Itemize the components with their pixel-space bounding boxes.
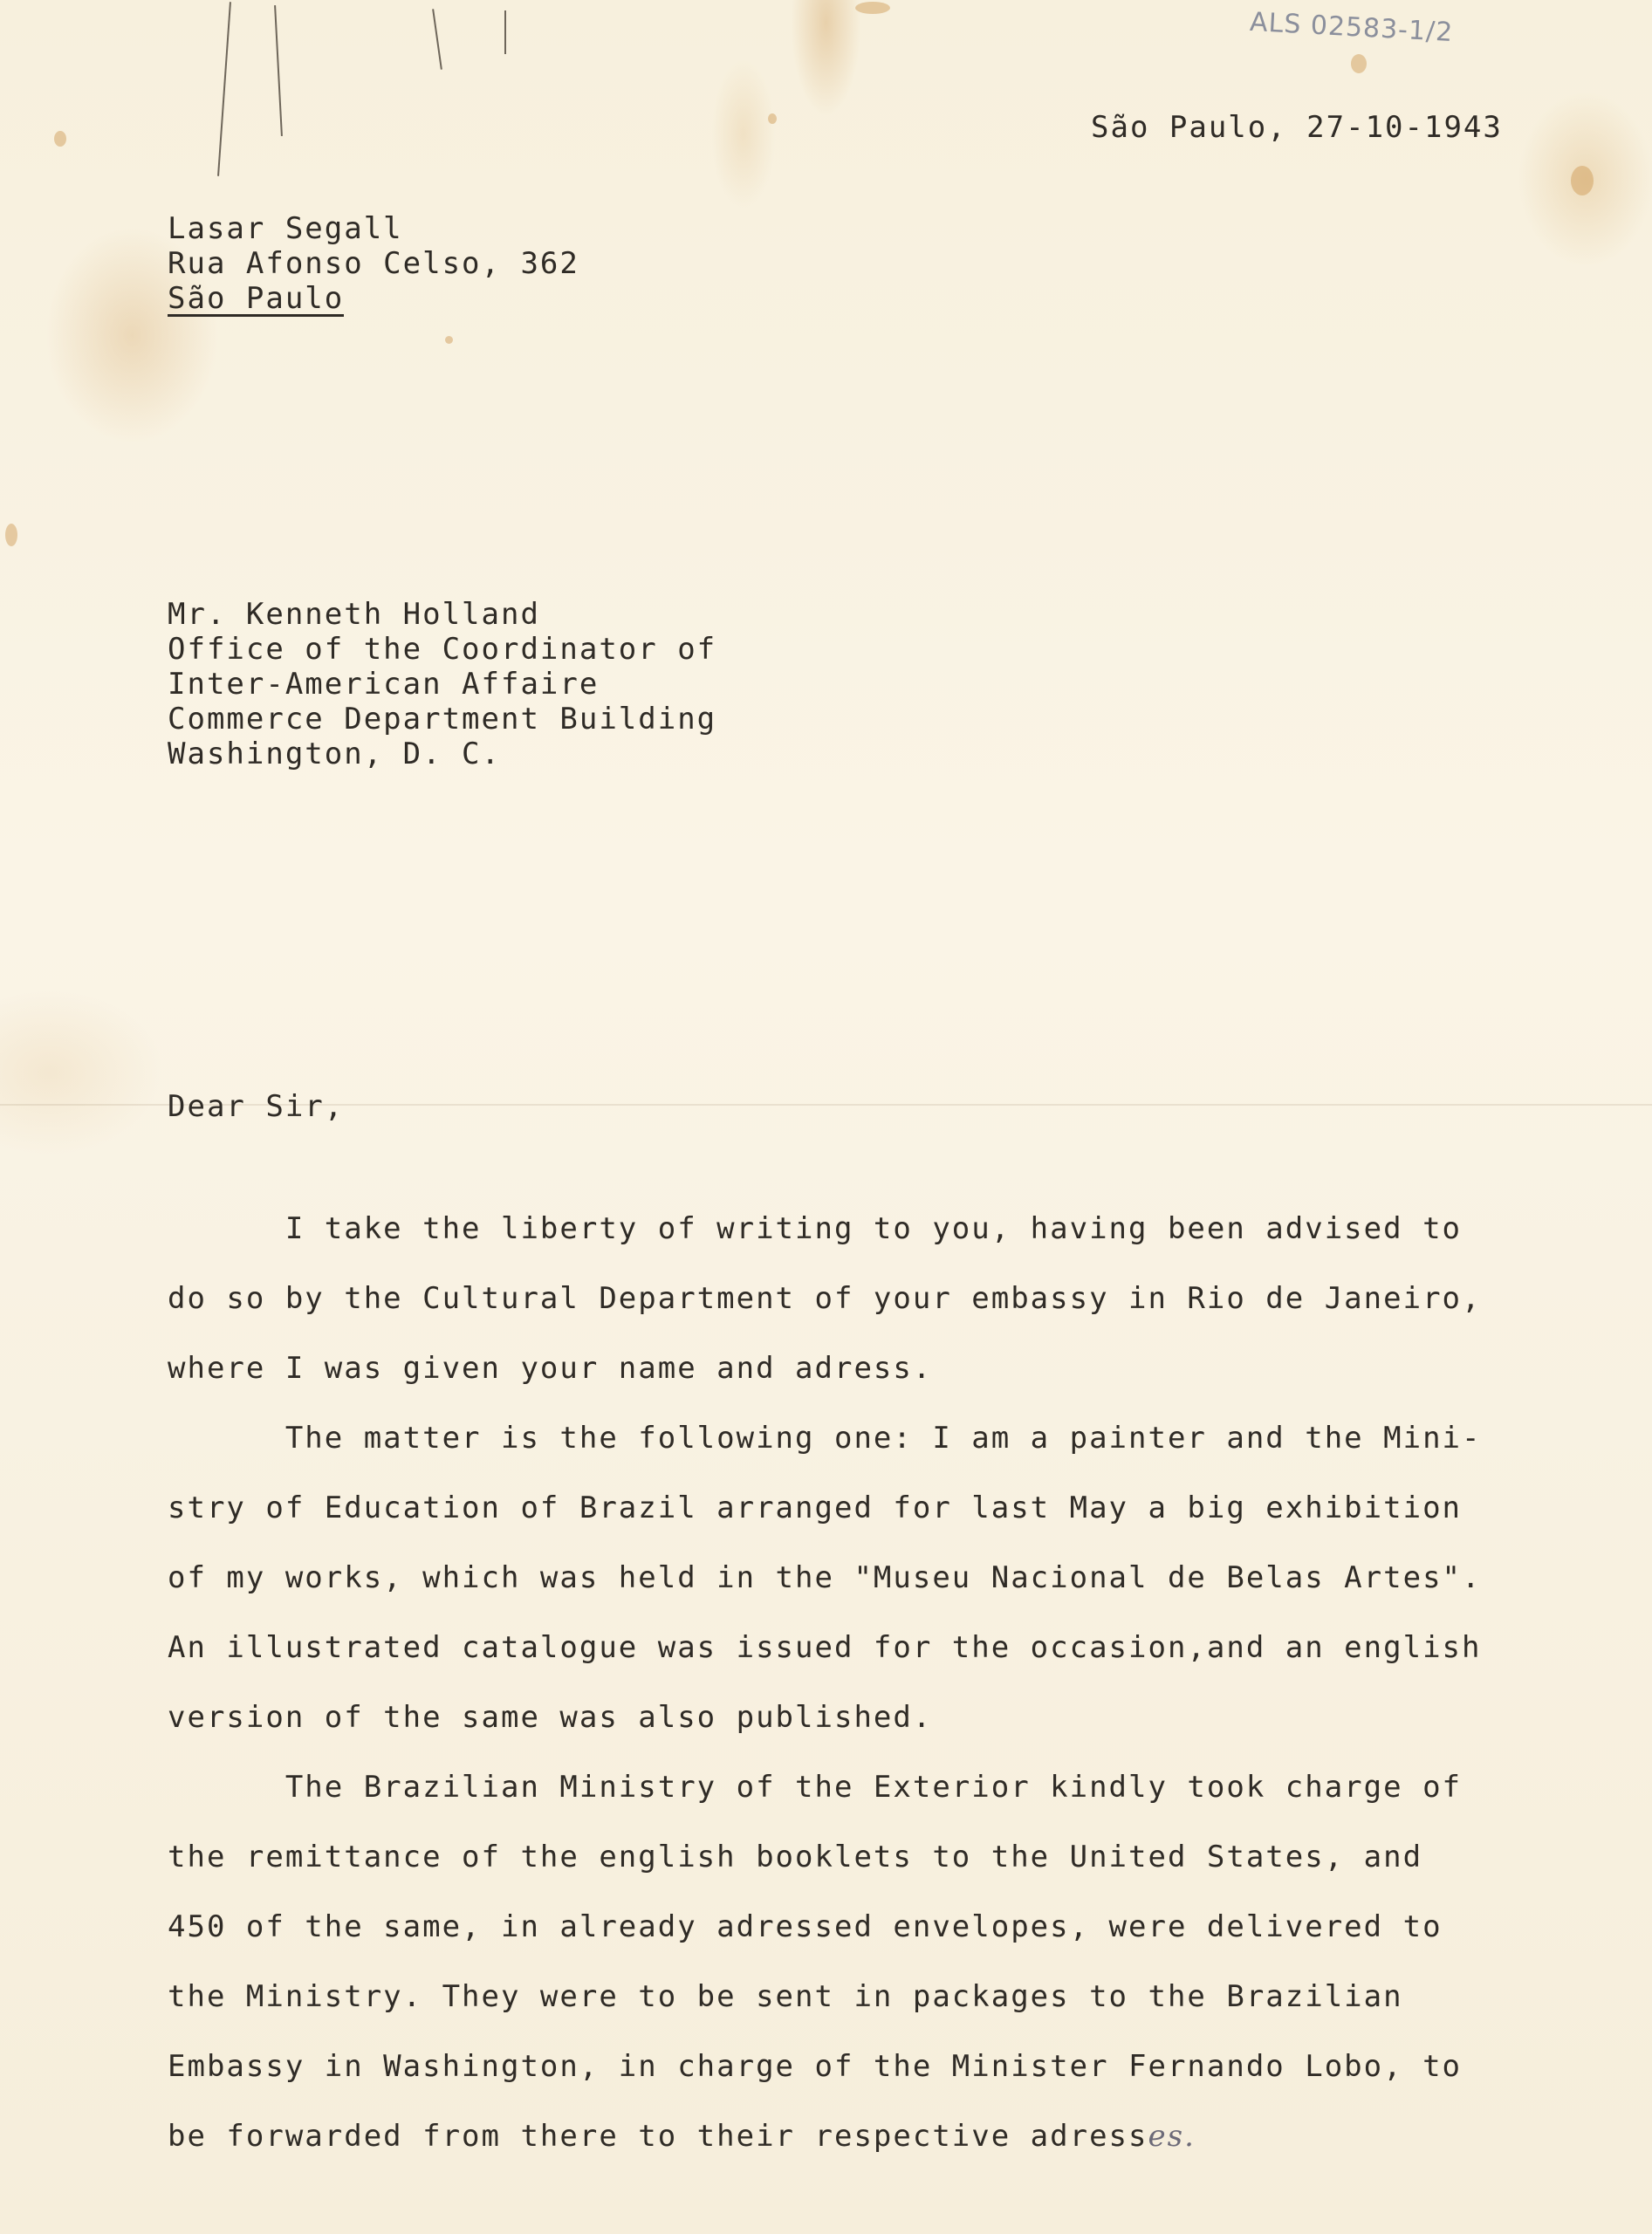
sender-street: Rua Afonso Celso, 362 <box>168 246 579 281</box>
paragraph-2 <box>168 1403 1581 1752</box>
paragraph-3 <box>168 1752 1581 2171</box>
recipient-block <box>168 597 716 771</box>
body-line: 450 of the same, in already adressed envelopes, were delivered to <box>168 1909 1443 1944</box>
archive-reference: ALS 02583-1/2 <box>1249 6 1455 49</box>
body-line-last <box>168 2101 1581 2171</box>
body-line: where I was given your name and adress. <box>168 1351 933 1386</box>
body-line: Embassy in Washington, in charge of the Minister Fernando Lobo, to <box>168 2049 1463 2084</box>
recipient-name: Mr. Kenneth Holland <box>168 597 540 632</box>
stain-mark <box>445 336 453 344</box>
handwritten-correction: es. <box>1148 2119 1196 2154</box>
recipient-office: Office of the Coordinator of <box>168 632 717 667</box>
sender-name: Lasar Segall <box>168 211 403 246</box>
sender-city: São Paulo <box>168 281 345 316</box>
body-line: The matter is the following one: I am a painter and the Mini- <box>168 1421 1482 1456</box>
recipient-city: Washington, D. C. <box>168 737 501 771</box>
body-line: The Brazilian Ministry of the Exterior kindly took charge of <box>168 1770 1463 1805</box>
pencil-mark <box>504 10 506 54</box>
body-line: of my works, which was held in the "Museu Nacional de Belas Artes". <box>168 1560 1482 1595</box>
body-line: the remittance of the english booklets to the United States, and <box>168 1840 1423 1874</box>
stain-mark <box>5 524 17 546</box>
body-line: stry of Education of Brazil arranged for last May a big exhibition <box>168 1490 1463 1525</box>
body-line-typed: be forwarded from there to their respective adress <box>168 2119 1148 2154</box>
body-line: An illustrated catalogue was issued for the occasion,and an english <box>168 1630 1482 1665</box>
body-line: the Ministry. They were to be sent in packages to the Brazilian <box>168 1979 1403 2014</box>
letter-date: São Paulo, 27-10-1943 <box>1091 110 1503 145</box>
pencil-mark <box>274 5 283 136</box>
paragraph-1 <box>168 1194 1581 1403</box>
stain-mark <box>768 113 777 124</box>
stain-mark <box>1571 166 1594 195</box>
letter-body <box>168 1194 1581 2171</box>
stain-mark <box>855 2 890 14</box>
body-line: version of the same was also published. <box>168 1700 933 1735</box>
body-line: I take the liberty of writing to you, having been advised to <box>168 1211 1463 1246</box>
recipient-office-cont: Inter-American Affaire <box>168 667 600 702</box>
stain-mark <box>54 131 66 147</box>
salutation: Dear Sir, <box>168 1089 345 1124</box>
sender-block <box>168 211 579 317</box>
pencil-mark <box>217 2 231 176</box>
recipient-building: Commerce Department Building <box>168 702 717 737</box>
body-line: do so by the Cultural Department of your embassy in Rio de Janeiro, <box>168 1281 1482 1316</box>
stain-mark <box>1351 54 1367 73</box>
pencil-mark <box>432 9 442 70</box>
